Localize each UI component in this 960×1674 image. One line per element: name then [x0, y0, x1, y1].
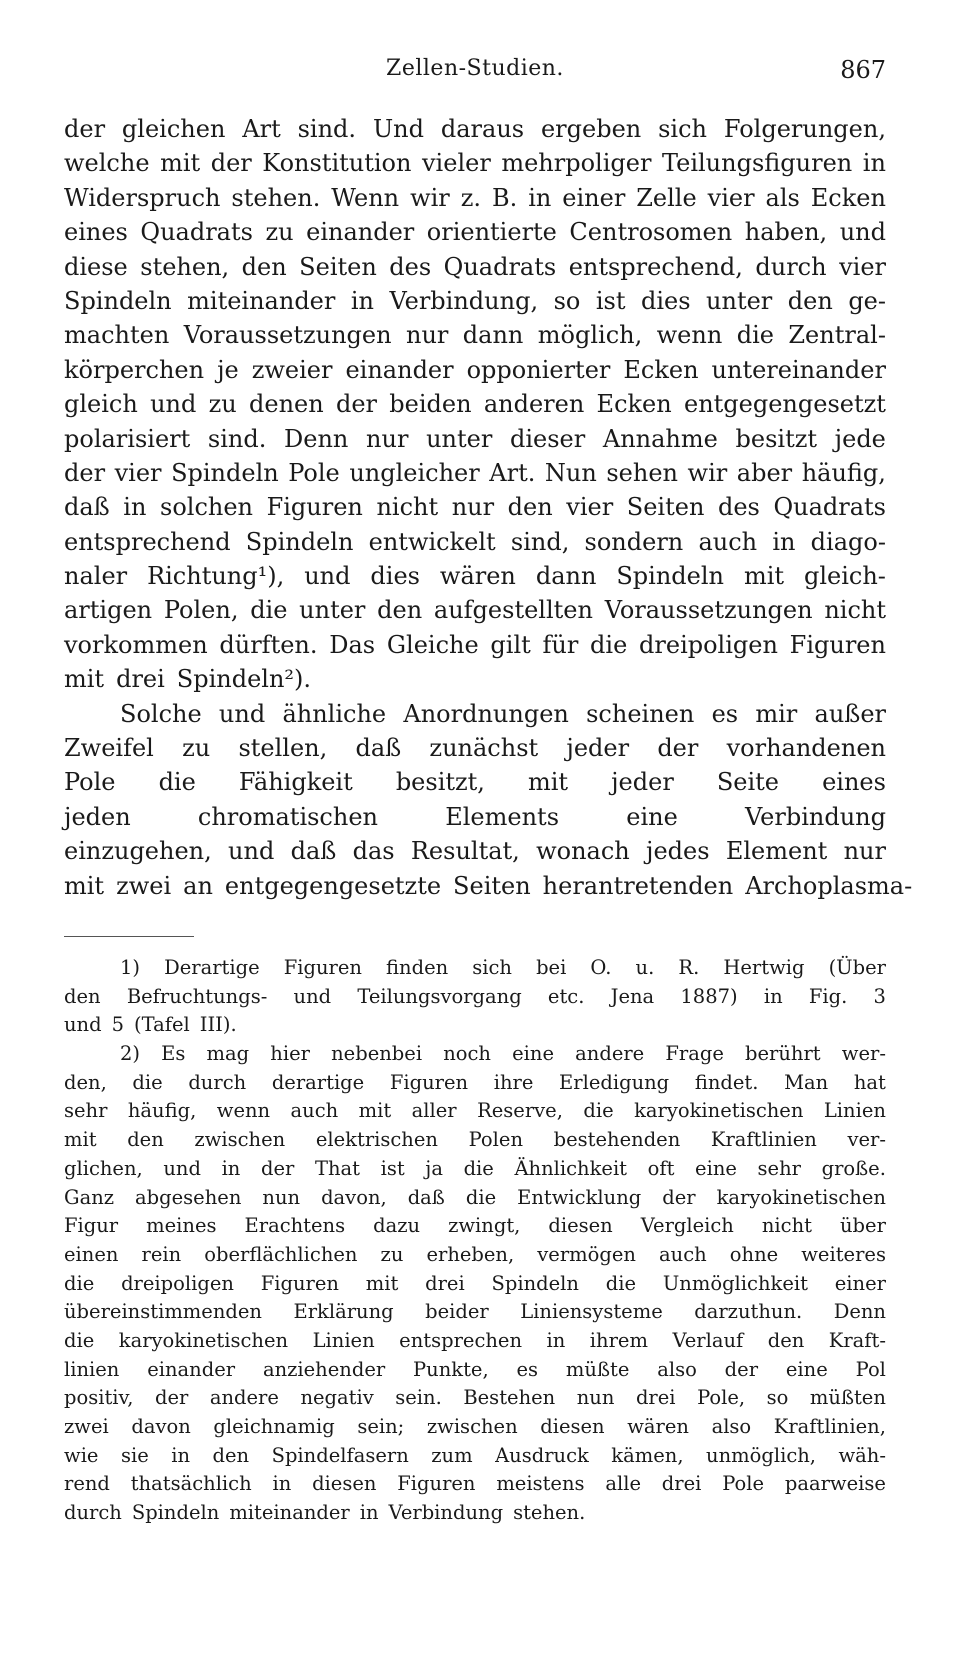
body-text-line: mit drei Spindeln²). — [64, 665, 312, 694]
footnote-line: den Befruchtungs- und Teilungsvorgang etc. Jena 1887) in Fig. 3 — [64, 984, 886, 1008]
page-header — [64, 56, 886, 96]
body-text-line: Solche und ähnliche Anordnungen scheinen es mir außer — [120, 699, 886, 728]
footnote-line: mit den zwischen elektrischen Polen bestehenden Kraftlinien ver- — [64, 1128, 886, 1152]
body-text-line: Pole die Fähigkeit besitzt, mit jeder Seite eines — [64, 768, 886, 797]
footnote-line: die dreipoligen Figuren mit drei Spindeln die Unmöglichkeit einer — [64, 1271, 886, 1295]
footnote-line: durch Spindeln miteinander in Verbindung stehen. — [64, 1501, 586, 1525]
footnote-line: linien einander anziehender Punkte, es müßte also der eine Pol — [64, 1357, 886, 1381]
body-text-line: der vier Spindeln Pole ungleicher Art. Nun sehen wir aber häufig, — [64, 458, 886, 487]
body-text-line: mit zwei an entgegengesetzte Seiten herantretenden Archoplasma- — [64, 871, 913, 900]
body-text-line: eines Quadrats zu einander orientierte Centrosomen haben, und — [64, 218, 886, 247]
body-text-line: gleich und zu denen der beiden anderen Ecken entgegengesetzt — [64, 390, 886, 419]
footnote-line: die karyokinetischen Linien entsprechen in ihrem Verlauf den Kraft- — [64, 1328, 886, 1352]
body-text-line: naler Richtung¹), und dies wären dann Spindeln mit gleich- — [64, 562, 886, 591]
running-title: Zellen-Studien. — [386, 56, 564, 81]
footnotes — [64, 954, 886, 1528]
body-text-line: der gleichen Art sind. Und daraus ergeben sich Folgerungen, — [64, 115, 886, 143]
body-text-line: Spindeln miteinander in Verbindung, so ist dies unter den ge- — [64, 286, 886, 315]
footnote-line: Ganz abgesehen nun davon, daß die Entwicklung der karyokinetischen — [64, 1185, 886, 1209]
body-text-line: artigen Polen, die unter den aufgestellten Voraussetzungen nicht — [64, 596, 886, 625]
body-text-line: entsprechend Spindeln entwickelt sind, sondern auch in diago- — [64, 527, 886, 556]
footnote-line: Figur meines Erachtens dazu zwingt, diesen Vergleich nicht über — [64, 1214, 886, 1238]
body-text-line: einzugehen, und daß das Resultat, wonach jedes Element nur — [64, 837, 886, 866]
footnote-line: wie sie in den Spindelfasern zum Ausdruck kämen, unmöglich, wäh- — [64, 1443, 886, 1467]
footnote-line: glichen, und in der That ist ja die Ähnlichkeit oft eine sehr große. — [64, 1156, 886, 1180]
body-text-line: daß in solchen Figuren nicht nur den vier Seiten des Quadrats — [64, 493, 886, 522]
body-text-line: welche mit der Konstitution vieler mehrpoliger Teilungsfiguren in — [64, 149, 886, 178]
body-text-line: vorkommen dürften. Das Gleiche gilt für die dreipoligen Figuren — [64, 630, 886, 659]
body-text-line: polarisiert sind. Denn nur unter dieser Annahme besitzt jede — [64, 424, 886, 453]
footnote-rule — [64, 936, 194, 937]
page-number: 867 — [840, 56, 886, 84]
footnote-line: sehr häufig, wenn auch mit aller Reserve, die karyokinetischen Linien — [64, 1099, 886, 1123]
body-text-line: jeden chromatischen Elements eine Verbindung — [64, 802, 886, 831]
footnote-line: 1) Derartige Figuren finden sich bei O. u. R. Hertwig (Über — [120, 956, 886, 979]
footnote-line: den, die durch derartige Figuren ihre Erledigung findet. Man hat — [64, 1070, 886, 1094]
body-text-line: Widerspruch stehen. Wenn wir z. B. in einer Zelle vier als Ecken — [64, 183, 886, 212]
footnote-line: übereinstimmenden Erklärung beider Liniensysteme darzuthun. Denn — [64, 1300, 886, 1324]
footnote-line: und 5 (Tafel III). — [64, 1013, 237, 1037]
body-text-line: körperchen je zweier einander opponierter Ecken untereinander — [64, 355, 886, 384]
footnote-line: rend thatsächlich in diesen Figuren meistens alle drei Pole paarweise — [64, 1472, 886, 1496]
footnote-line: einen rein oberflächlichen zu erheben, vermögen auch ohne weiteres — [64, 1242, 886, 1266]
footnote-line: 2) Es mag hier nebenbei noch eine andere Frage berührt wer- — [120, 1042, 886, 1066]
footnote-line: zwei davon gleichnamig sein; zwischen diesen wären also Kraftlinien, — [64, 1415, 886, 1438]
body-text — [64, 112, 913, 903]
body-text-line: diese stehen, den Seiten des Quadrats entsprechend, durch vier — [64, 252, 886, 281]
body-text-line: machten Voraussetzungen nur dann möglich, wenn die Zentral- — [64, 321, 886, 350]
body-text-line: Zweifel zu stellen, daß zunächst jeder der vorhandenen — [64, 734, 886, 763]
footnote-line: positiv, der andere negativ sein. Bestehen nun drei Pole, so müßten — [64, 1386, 886, 1410]
